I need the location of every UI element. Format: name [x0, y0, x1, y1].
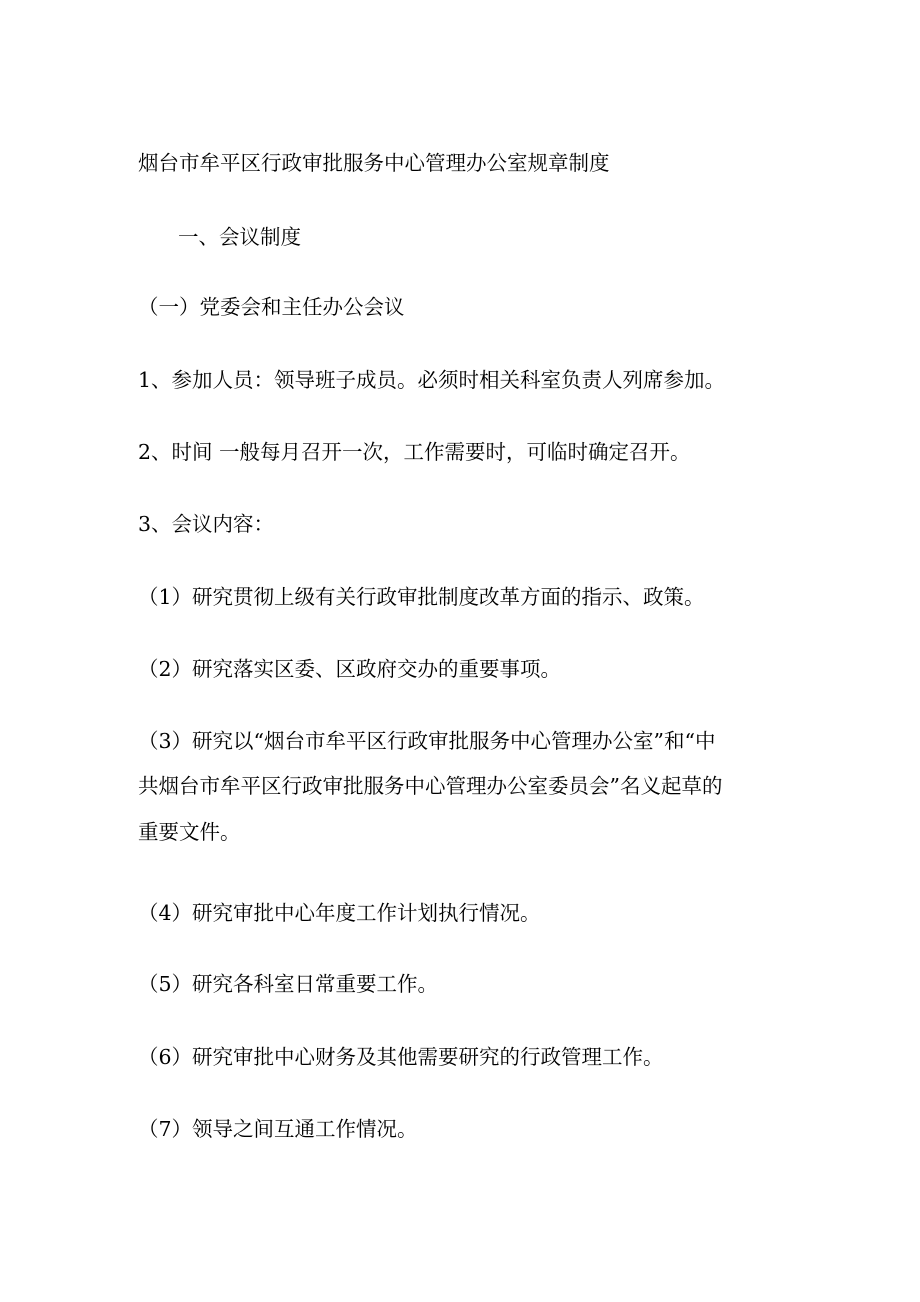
content-item-continued: 共烟台市牟平区行政审批服务中心管理办公室委员会”名义起草的 [138, 774, 723, 798]
document-title: 烟台市牟平区行政审批服务中心管理办公室规章制度 [138, 151, 610, 175]
section-heading: 一、会议制度 [178, 225, 301, 249]
paragraph-item-1: 1、参加人员：领导班子成员。必须时相关科室负责人列席参加。 [138, 368, 726, 392]
content-item: （2）研究落实区委、区政府交办的重要事项。 [138, 657, 562, 681]
content-item: （4）研究审批中心年度工作计划执行情况。 [138, 901, 541, 925]
content-item: （1）研究贯彻上级有关行政审批制度改革方面的指示、政策。 [138, 585, 705, 609]
content-item: （7）领导之间互通工作情况。 [138, 1117, 418, 1141]
subsection-heading: （一）党委会和主任办公会议 [138, 295, 405, 319]
paragraph-item-2: 2、时间 一般每月召开一次，工作需要时，可临时确定召开。 [138, 440, 691, 464]
content-item-continued: 重要文件。 [138, 820, 241, 844]
content-item: （6）研究审批中心财务及其他需要研究的行政管理工作。 [138, 1045, 664, 1069]
content-item: （5）研究各科室日常重要工作。 [138, 972, 439, 996]
paragraph-item-3: 3、会议内容： [138, 512, 275, 536]
content-item: （3）研究以“烟台市牟平区行政审批服务中心管理办公室”和“中 [138, 729, 716, 753]
